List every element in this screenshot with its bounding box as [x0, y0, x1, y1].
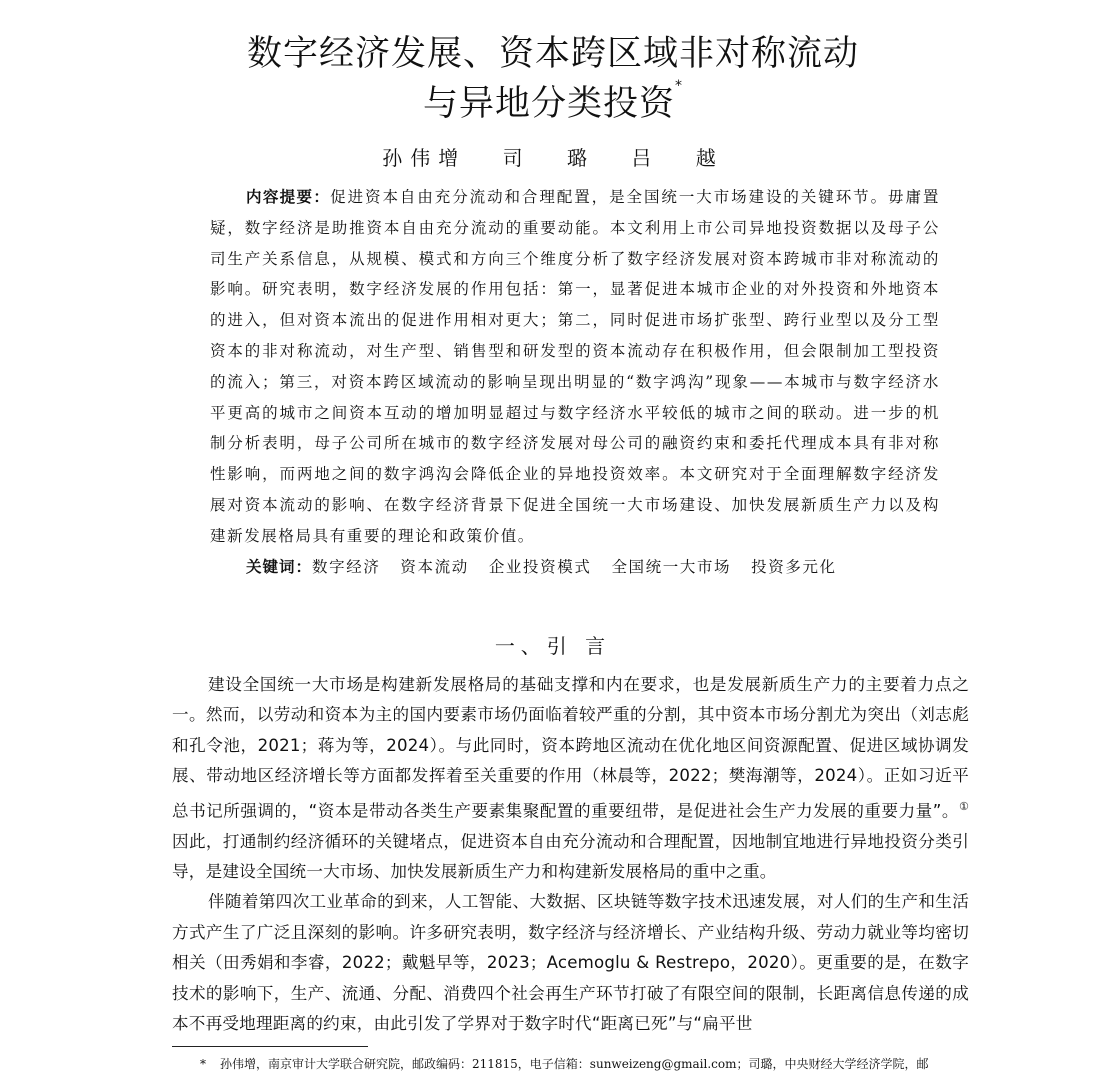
authors: 孙伟增 司 璐 吕 越	[382, 146, 724, 170]
abstract-paragraph	[210, 182, 940, 552]
paper-title-line-2	[0, 76, 1106, 126]
paragraph-1-part-b: 因此，打通制约经济循环的关键堵点，促进资本自由充分流动和合理配置，因地制宜地进行异地投资分类引导，是建设全国统一大市场、加快发展新质生产力和构建新发展格局的重中之重。	[172, 831, 969, 881]
keyword-item: 投资多元化	[751, 557, 837, 576]
keyword-item: 数字经济	[312, 557, 381, 576]
paper-title-line-1: 数字经济发展、资本跨区域非对称流动	[246, 34, 859, 74]
body-text	[172, 670, 969, 1039]
footnote-divider	[172, 1046, 368, 1047]
keywords-label: 关键词：	[246, 557, 313, 576]
abstract-text: 促进资本自由充分流动和合理配置，是全国统一大市场建设的关键环节。毋庸置疑，数字经济是助推资本自由充分流动的重要动能。本文利用上市公司异地投资数据以及母子公司生产关系信息，从规模、模式和方向三个维度分析了数字经济发展对资本跨城市非对称流动的影响。研究表明，数字经济发展的作用包括：第一，显著促进本城市企业的对外投资和外地资本的进入，但对资本流出的促进作用相对更大；第二，同时促进市场扩张型、跨行业型以及分工型资本的非对称流动，对生产型、销售型和研发型的资本流动存在积极作用，但会限制加工型投资的流入；第三，对资本跨区域流动的影响呈现出明显的“数字鸿沟”现象——本城市与数字经济水平更高的城市之间资本互动的增加明显超过与数字经济水平较低的城市之间的联动。进一步的机制分析表明，母子公司所在城市的数字经济发展对母公司的融资约束和委托代理成本具有非对称性影响，而两地之间的数字鸿沟会降低企业的异地投资效率。本文研究对于全面理解数字经济发展对资本流动的影响、在数字经济背景下促进全国统一大市场建设、加快发展新质生产力以及构建新发展格局具有重要的理论和政策价值。	[210, 188, 940, 545]
footnote-ref-1: ①	[958, 799, 969, 813]
section-heading-introduction: 一、引 言	[494, 634, 612, 658]
body-paragraph-1	[172, 670, 969, 887]
footnote-mark: *	[200, 1057, 206, 1071]
footnote	[200, 1055, 980, 1072]
title-footnote-mark: *	[675, 78, 683, 94]
paper-title-line-2-text: 与异地分类投资	[422, 84, 675, 124]
keywords-line	[210, 552, 940, 583]
abstract-label: 内容提要：	[246, 188, 331, 206]
body-paragraph-2: 伴随着第四次工业革命的到来，人工智能、大数据、区块链等数字技术迅速发展，对人们的生产和生活方式产生了广泛且深刻的影响。许多研究表明，数字经济与经济增长、产业结构升级、劳动力就业等均密切相关（田秀娟和李睿，2022；戴魁早等，2023；Acemoglu & Restrepo，2020）。更重要的是，在数字技术的影响下，生产、流通、分配、消费四个社会再生产环节打破了有限空间的限制，长距离信息传递的成本不再受地理距离的约束，由此引发了学界对于数字时代“距离已死”与“扁平世	[172, 892, 969, 1033]
abstract-block	[210, 182, 940, 582]
footnote-text: 孙伟增，南京审计大学联合研究院，邮政编码：211815，电子信箱：sunweizeng@gmail.com；司璐，中央财经大学经济学院，邮	[220, 1057, 929, 1071]
paragraph-1-part-a: 建设全国统一大市场是构建新发展格局的基础支撑和内在要求，也是发展新质生产力的主要着力点之一。然而，以劳动和资本为主的国内要素市场仍面临着较严重的分割，其中资本市场分割尤为突出（刘志彪和孔令池，2021；蒋为等，2024）。与此同时，资本跨地区流动在优化地区间资源配置、促进区域协调发展、带动地区经济增长等方面都发挥着至关重要的作用（林晨等，2022；樊海潮等，2024）。正如习近平总书记所强调的，“资本是带动各类生产要素集聚配置的重要纽带，是促进社会生产力发展的重要力量”。	[172, 675, 969, 821]
keyword-item: 资本流动	[400, 557, 469, 576]
keyword-item: 企业投资模式	[488, 557, 592, 576]
keyword-item: 全国统一大市场	[611, 557, 732, 576]
